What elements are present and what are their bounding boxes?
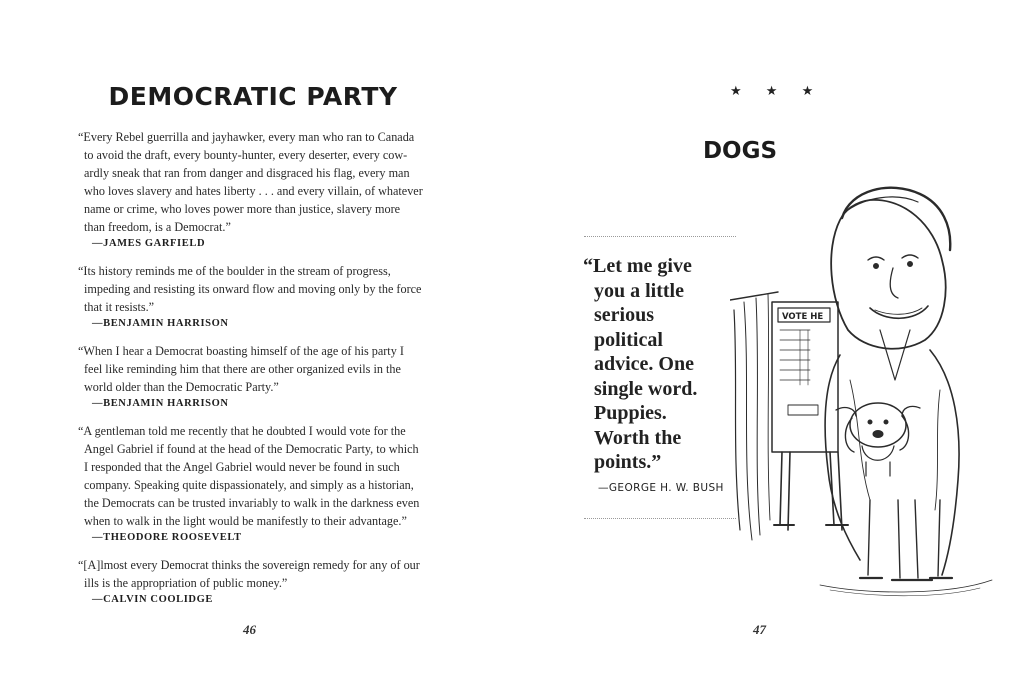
stars-ornament: ★ ★ ★ [730, 84, 824, 99]
dotted-divider [584, 518, 736, 519]
pull-quote-line: you a little [594, 279, 684, 302]
quote-author: —CALVIN COOLIDGE [92, 594, 213, 605]
pull-quote-line: advice. One [594, 353, 694, 375]
quote-line: who loves slavery and hates liberty . . . and every villain, of whatever [84, 184, 423, 198]
chapter-title: DOGS [702, 138, 778, 164]
quote-line: world older than the Democratic Party.” [84, 380, 279, 394]
quote-item [78, 422, 428, 546]
quote-author: —JAMES GARFIELD [92, 238, 206, 249]
quote-author: —THEODORE ROOSEVELT [92, 532, 242, 543]
quote-line: name or crime, who loves power more than justice, slavery more [84, 202, 401, 216]
quote-item [78, 128, 428, 252]
quote-text [78, 262, 428, 316]
quote-line: when to walk in the light would be manifestly to their advantage.” [84, 514, 407, 528]
quote-line: Angel Gabriel if found at the head of the Democratic Party, to which [84, 442, 419, 456]
pull-quote-line: serious [594, 304, 654, 326]
dotted-divider [584, 236, 736, 237]
pull-quote-line: political [594, 328, 663, 351]
pull-quote-line: Worth the [594, 426, 682, 449]
chapter-title: DEMOCRATIC PARTY [108, 82, 398, 111]
pull-quote [583, 254, 753, 475]
quote-line: company. Speaking quite dispassionately, and simply as a historian, [84, 478, 414, 492]
quote-line: the Democrats can be trusted invariably to walk in the darkness even [84, 496, 420, 510]
quote-line: to avoid the draft, every bounty-hunter, every deserter, every cow- [84, 148, 408, 162]
pull-quote-line: Puppies. [594, 402, 667, 424]
quote-line: than freedom, is a Democrat.” [84, 220, 231, 234]
quote-item [78, 342, 428, 412]
quote-item [78, 556, 428, 608]
quote-line: impeding and resisting its onward flow and moving only by the force [84, 282, 422, 296]
quote-text [78, 422, 428, 530]
quote-list [78, 128, 428, 616]
pull-quote-line: points.” [594, 451, 662, 473]
quote-line: “Every Rebel guerrilla and jayhawker, every man who ran to Canada [78, 130, 415, 144]
quote-item [78, 262, 428, 332]
page-number: 46 [243, 622, 256, 637]
quote-line: that it resists.” [84, 300, 155, 314]
quote-line: “When I hear a Democrat boasting himself of the age of his party I [78, 344, 404, 358]
quote-line: ills is the appropriation of public money.” [84, 576, 288, 590]
caricature-illustration [730, 180, 1000, 600]
quote-line: ardly sneak that ran from danger and disgraced his flag, every man [84, 166, 410, 180]
pull-quote-line: “Let me give [583, 255, 692, 277]
quote-text [78, 556, 428, 592]
booth-sign: VOTE HE [782, 312, 824, 322]
quote-text [78, 128, 428, 236]
quote-line: “Its history reminds me of the boulder in the stream of progress, [78, 264, 391, 278]
quote-line: “A gentleman told me recently that he doubted I would vote for the [78, 424, 406, 438]
page-number: 47 [753, 622, 766, 637]
quote-author: —BENJAMIN HARRISON [92, 398, 229, 409]
quote-line: I responded that the Angel Gabriel would never be found in such [84, 460, 400, 474]
quote-text [78, 342, 428, 396]
pull-quote-author: —GEORGE H. W. BUSH [598, 482, 724, 494]
quote-author: —BENJAMIN HARRISON [92, 318, 229, 329]
quote-line: “[A]lmost every Democrat thinks the sovereign remedy for any of our [78, 558, 420, 572]
pull-quote-line: single word. [594, 377, 698, 400]
quote-line: feel like reminding him that there are other organized evils in the [84, 362, 401, 376]
